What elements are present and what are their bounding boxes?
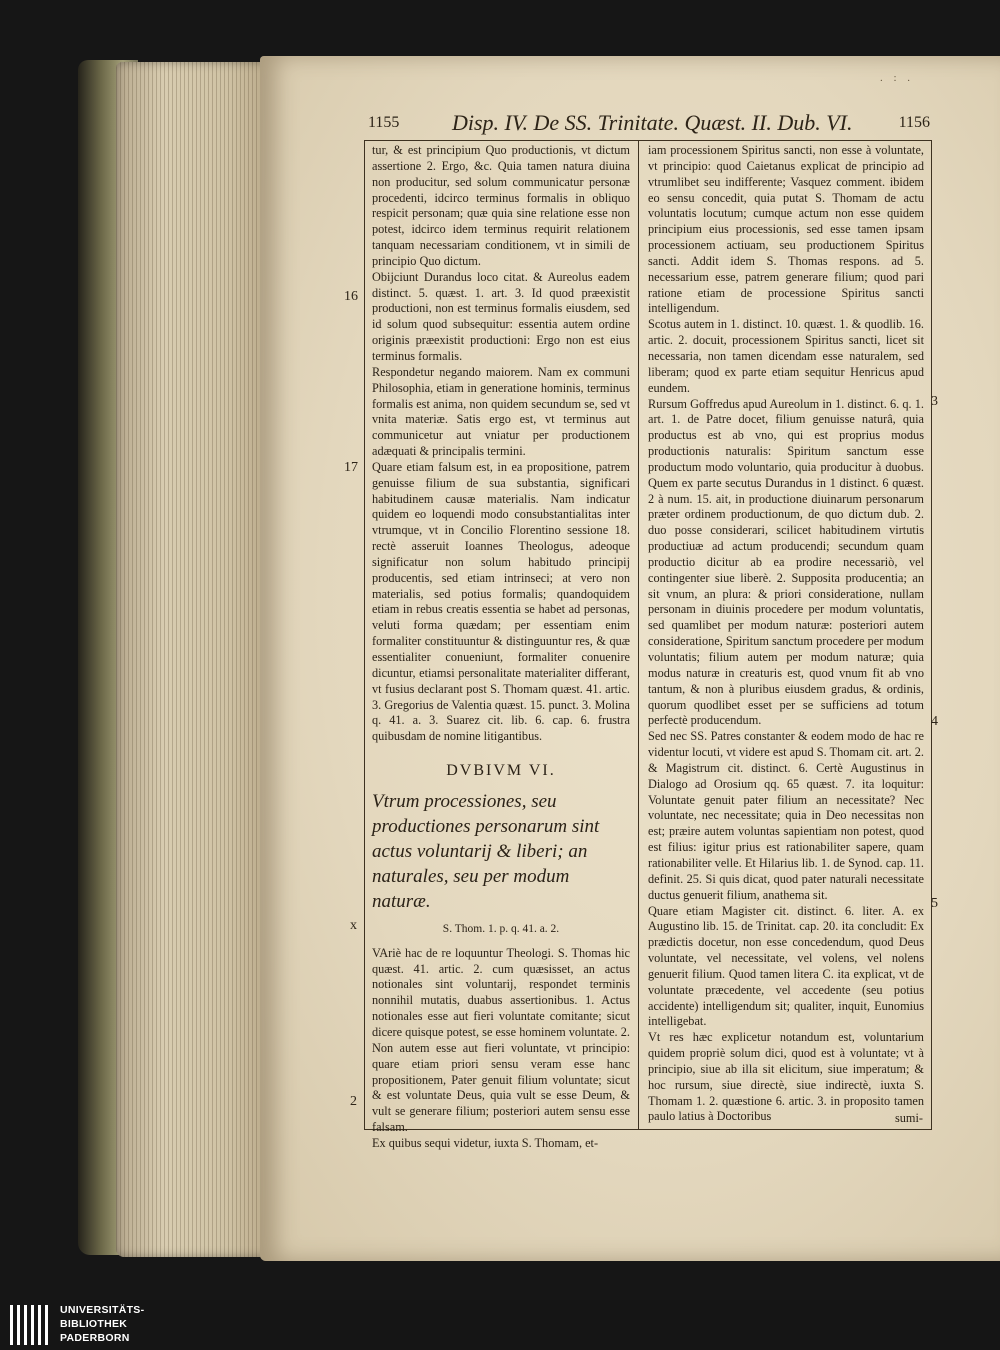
section-heading: DVBIVM VI. [446, 762, 556, 780]
margin-number: 3 [931, 394, 938, 409]
library-name-line: PADERBORN [60, 1332, 130, 1344]
library-name-line: BIBLIOTHEK [60, 1318, 128, 1330]
margin-number: x [350, 918, 357, 933]
left-column [372, 143, 630, 1152]
page-mark: . : . [880, 72, 915, 84]
paragraph: Quare etiam Magister cit. distinct. 6. liter. A. ex Augustino lib. 15. de Trinitat. cap. 20. ita concludit: Ex prædictis docetur, non esse concedendum, quod Deus voluntate, vel necessitate, vel volens, vel nolens genuerit filium. Quod tamen litera C. ita explicat, vt de voluntate præcedente, vel accedente (seu potius accidente) intelligendum sit; qualiter, inquit, Eunomius intelligebat. [648, 903, 924, 1029]
column-divider [638, 140, 639, 1130]
paragraph: VAriè hac de re loquuntur Theologi. S. Thomas hic quæst. 41. artic. 2. cum quæsisset, an actus notionales sint voluntarij, respondet terminis nonnihil mutatis, duabus assertionibus. 1. Actus notionales esse aut fieri voluntate comitante; sicut dicere quisque potest, se esse hominem voluntate. 2. Non autem esse aut fieri voluntate, vt principio: quare etiam priori sensu veram esse hanc propositionem, Pater genuit filium voluntate; sicut & est voluntate Deus, quia vult se esse Deum, & vult se generare filium; posteriori autem sensu esse falsam. [372, 945, 630, 1135]
paragraph: Rursum Goffredus apud Aureolum in 1. distinct. 6. q. 1. art. 1. de Patre docet, filium genuisse naturâ, quia productus est ab vno, qui est proprius modus productionis naturalis: Spiritum sanctum esse productum modo voluntario, quia producitur à duobus. Quem ex parte secutus Durandus in 1 distinct. 6 quæst. 2 à num. 15. ait, in productione diuinarum personarum præter ordinem productionum, de quo dictum dub. 2. duo posse considerari, scilicet habitudinem virtutis productiuæ ad actum producendi; secundum quam productio dicitur ab ea prodire necessariò, vel contingenter siue liberè. 2. Supposita producentia; an sit vnum, an plura: & priori consideratione, nullam personam in diuinis procedere per modum voluntatis, sed quamlibet per modum naturæ: posteriori autem consideratione, Spiritum sanctum procedere per modum voluntatis; filium autem per modum naturæ; quia modus naturæ in creaturis est, quod vnum fit ab vno tantum, & non à pluribus eiusdem gradus, & ordinis, quorum quodlibet esset per se sufficiens ad totum perfectè producendum. [648, 396, 924, 728]
margin-number: 2 [350, 1094, 357, 1109]
right-column [648, 143, 924, 1125]
margin-number: 5 [931, 896, 938, 911]
paragraph: Respondetur negando maiorem. Nam ex communi Philosophia, etiam in generatione hominis, terminus formalis est anima, non quidem secundum se, sed vt vnita materiæ. Satis ergo est, vt terminus aut communicetur aut vniatur per productionem adæquati & principalis termini. [372, 364, 630, 459]
library-footer [0, 1300, 1000, 1350]
margin-number: 17 [344, 460, 358, 475]
paragraph: Obijciunt Durandus loco citat. & Aureolus eadem distinct. 5. quæst. 1. art. 3. Id quod præexistit productioni, non est terminus formalis eiusdem, sed id solum quod subsequitur: essentia autem ordine originis præexistit productioni: Ergo non est eius terminus formalis. [372, 269, 630, 363]
paragraph: Ex quibus sequi videtur, iuxta S. Thomam, et- [372, 1135, 599, 1150]
paragraph: iam processionem Spiritus sancti, non esse à voluntate, vt principio: quod Caietanus explicat de principio ad vtrumlibet seu indifferente; Vasquez comment. ibidem eo sensu concedit, quia putat S. Thomam de actu voluntatis locutum; cumque actum non esse quidem principium eius processionis, sed esse tamen ipsam processionem actiuam, seu productionem Spiritus sancti. Addit idem S. Thomas respons. ad 5. necessarium esse, patrem generare filium; quod pari ratione etiam de processione Spiritus sancti intelligendum. [648, 143, 924, 316]
library-logo-icon [10, 1305, 50, 1345]
running-head [368, 110, 930, 140]
question-title: Vtrum processiones, seu productiones personarum sint actus voluntarij & liberi; an naturales, seu per modum naturæ. [372, 790, 600, 912]
catchword: sumi- [895, 1111, 924, 1125]
page-number-right: 1156 [898, 114, 930, 131]
paragraph: tur, & est principium Quo productionis, vt dictum assertione 2. Ergo, &c. Quia tamen natura diuina non producitur, sed solum communicatur personæ procedenti, idcirco terminus formalis in obliquo respicit personam; quæ quia sine relatione esse non potest, idcirco idem terminus requirit relationem tanquam necessariam conditionem, vt in simili de principio Quo dictum. [372, 143, 630, 268]
paragraph: Scotus autem in 1. distinct. 10. quæst. 1. & quodlib. 16. artic. 2. docuit, processionem Spiritus sancti, licet sit necessaria, non tamen dicendam esse naturalem, sed liberam; quod ex parte etiam sequitur Henricus apud eundem. [648, 317, 924, 395]
page-number-left: 1155 [368, 114, 400, 131]
margin-number: 16 [344, 289, 358, 304]
reference-line: S. Thom. 1. p. q. 41. a. 2. [442, 922, 560, 935]
paragraph: Vt res hæc explicetur notandum est, voluntarium quidem propriè solum dici, quod est à voluntate; vt à principio, siue ab illa sit elicitum, siue imperatum; & hoc rursum, siue directè, siue indirectè, iuxta S. Thomam 1. 2. quæstione 6. artic. 3. in proposito tamen paulo latius à Doctoribus [648, 1030, 924, 1124]
library-name [60, 1303, 144, 1345]
running-head-title: Disp. IV. De SS. Trinitate. Quæst. II. Dub. VI. [452, 110, 853, 135]
library-name-line: UNIVERSITÄTS- [60, 1304, 145, 1316]
margin-number: 4 [931, 714, 938, 729]
page-edges [116, 62, 276, 1257]
paragraph: Quare etiam falsum est, in ea propositione, patrem genuisse filium de sua substantia, significari habitudinem causæ materialis. Nam indicatur quidem eo loquendi modo consubstantialitas inter vtrumque, vt in Concilio Florentino sessione 18. rectè asseruit Ioannes Theologus, adeoque significatur non solum habitudo principij producentis, sed etiam intrinseci; at vero non materialis, sed potius formalis; quandoquidem etiam in rebus creatis essentia se habet ad personas, veluti forma quædam; per essentiam enim formaliter constituuntur & distinguuntur res, & quæ essentialiter conueniunt, formaliter conuenire dicuntur, etiamsi personalitate materialiter differant, vt fusius declarant post S. Thomam quæst. 41. artic. 3. Gregorius de Valentia quæst. 15. punct. 3. Molina q. 41. a. 3. Suarez cit. lib. 6. cap. 6. frustra quibusdam de nomine litigantibus. [372, 459, 630, 744]
paragraph: Sed nec SS. Patres constanter & eodem modo de hac re videntur locuti, vt videre est apud S. Thomam cit. art. 2. & Magistrum cit. distinct. 6. Certè Augustinus in Dialogo ad Orosium qq. 65 quæst. 7. ita loquitur: Voluntate genuit pater filium an necessitate? Nec voluntate, nec necessitate; quia in Deo necessitas non est; præire autem voluntas sapientiam non potest, quod est filius: igitur prius est rationabiliter sapere, quam rationabiliter velle. Et Hilarius lib. 1. de Synod. cap. 11. definit. 25. Si quis dicat, quod pater naturali necessitate ductus genuerit filium, anathema sit. [648, 729, 924, 902]
